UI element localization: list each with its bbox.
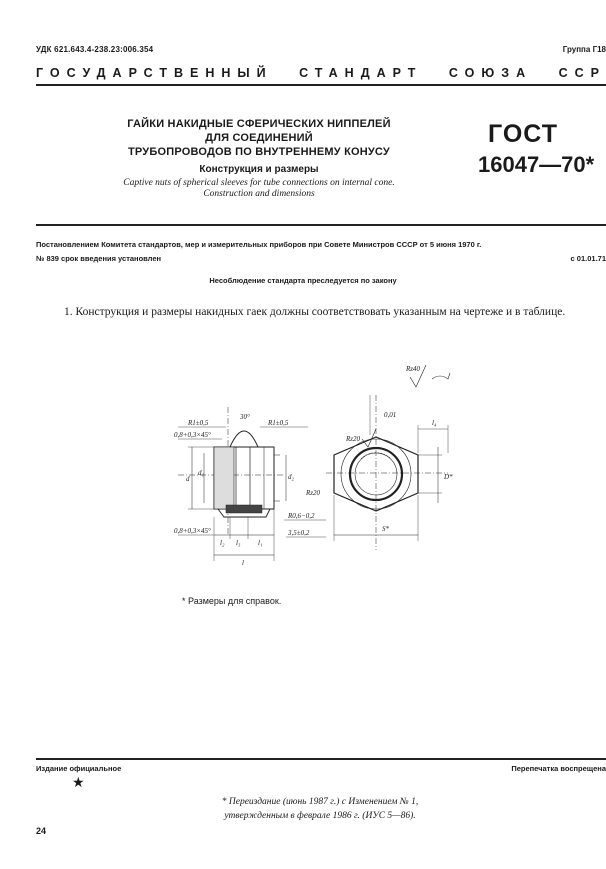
label-chamfer-bottom: 0,8+0,3×45° xyxy=(174,527,211,535)
label-d: d xyxy=(186,475,190,483)
state-standard-banner xyxy=(36,66,606,80)
bottom-rule xyxy=(36,758,606,760)
title-ru-line-2: ДЛЯ СОЕДИНЕНИЙ xyxy=(205,132,313,144)
clause-1: 1. Конструкция и размеры накидных гаек должны соответствовать указанным на чертеже и в таблице. xyxy=(64,306,566,318)
title-en-line-1: Captive nuts of spherical sleeves for tube connections on internal cone. xyxy=(123,178,395,188)
reissue-line-1: * Переиздание (июнь 1987 г.) с Изменением № 1, xyxy=(221,797,419,807)
label-l4: l₄ xyxy=(432,419,437,427)
title-block xyxy=(88,117,430,200)
label-roughness-main: Rz40 xyxy=(406,365,420,373)
title-ru-line-1: ГАЙКИ НАКИДНЫЕ СФЕРИЧЕСКИХ НИППЕЛЕЙ xyxy=(127,118,391,130)
udk-code: УДК 621.643.4-238.23:006.354 xyxy=(36,45,154,54)
label-l1: l₁ xyxy=(258,539,263,547)
label-r1-left: R1±0,5 xyxy=(188,419,209,427)
label-d-star: D* xyxy=(444,473,453,481)
top-rule xyxy=(36,84,606,86)
nut-drawing xyxy=(148,355,488,585)
title-en-line-2: Construction and dimensions xyxy=(203,189,315,199)
label-l: l xyxy=(242,559,244,567)
label-rz20: Rz20 xyxy=(306,489,320,497)
group-code: Группа Г18 xyxy=(562,45,606,54)
section-labels xyxy=(174,413,321,567)
label-chamfer-top: 0,8+0,3×45° xyxy=(174,431,211,439)
decree-line-2: № 839 срок введения установлен xyxy=(36,254,162,263)
label-d1: d₁ xyxy=(198,469,204,477)
reprint-prohibited: Перепечатка воспрещена xyxy=(511,764,606,773)
label-rz20-hex: Rz20 xyxy=(346,435,360,443)
decree-line-1: Постановлением Комитета стандартов, мер и измерительных приборов при Совете Министров СССР от 5 июня 1970 г. xyxy=(36,240,482,249)
banner-word-4: ССР xyxy=(558,66,606,80)
label-r1-right: R1±0,5 xyxy=(268,419,289,427)
gost-number: 16047—70* xyxy=(478,152,595,177)
label-d2: d₂ xyxy=(288,473,294,481)
banner-word-3: СОЮЗА xyxy=(448,66,533,80)
label-l2: l₂ xyxy=(220,539,225,547)
gost-label: ГОСТ xyxy=(488,120,558,148)
label-r06: R0,6−0,2 xyxy=(288,512,315,520)
title-ru-line-3: ТРУБОПРОВОДОВ ПО ВНУТРЕННЕМУ КОНУСУ xyxy=(128,146,390,158)
reissue-note xyxy=(200,795,440,823)
title-ru-subtitle: Конструкция и размеры xyxy=(199,164,319,175)
reissue-line-2: утвержденным в феврале 1986 г. (ИУС 5—86). xyxy=(224,811,416,821)
star-icon: ★ xyxy=(72,776,85,791)
middle-rule xyxy=(36,224,606,226)
label-runout: 0,01 xyxy=(384,411,397,419)
banner-word-1: ГОСУДАРСТВЕННЫЙ xyxy=(36,66,273,80)
official-edition: Издание официальное xyxy=(36,764,122,773)
label-dim-35: 3,5±0,2 xyxy=(288,529,310,537)
reference-note: * Размеры для справок. xyxy=(182,596,282,606)
page-number: 24 xyxy=(36,826,47,836)
label-l3: l₃ xyxy=(236,539,241,547)
label-angle: 30° xyxy=(240,413,250,421)
label-s-star: S* xyxy=(382,525,389,533)
hex-labels xyxy=(345,365,453,533)
hex-view xyxy=(326,365,450,550)
banner-word-2: СТАНДАРТ xyxy=(299,66,423,80)
introduction-date: с 01.01.71 xyxy=(570,254,606,263)
law-note: Несоблюдение стандарта преследуется по закону xyxy=(209,276,397,285)
